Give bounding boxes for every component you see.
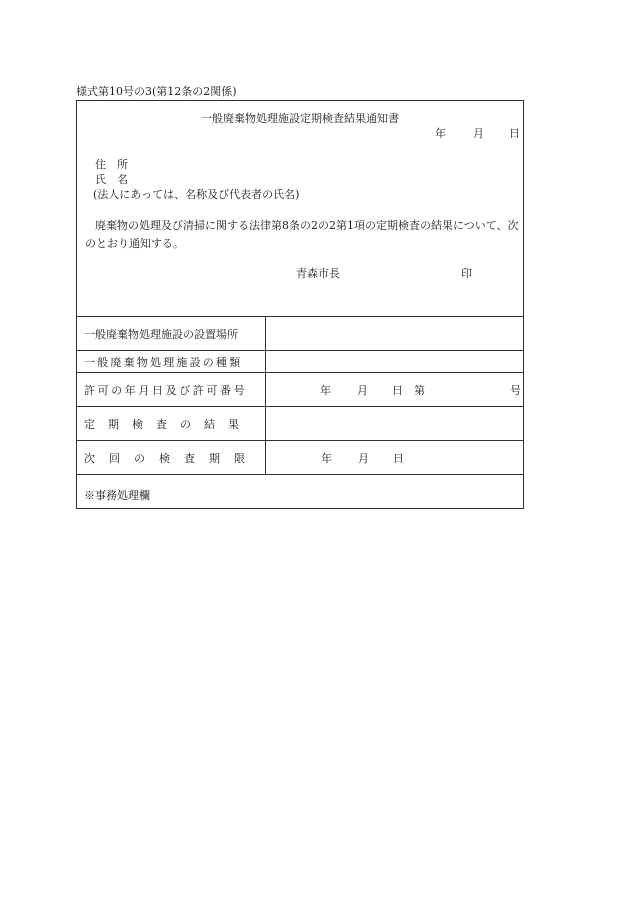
corporation-note: (法人にあっては、名称及び代表者の氏名) [93, 188, 300, 201]
facility-type-label: 一般廃棄物処理施設の種類 [84, 355, 243, 369]
deadline-year-label: 年 [321, 451, 332, 465]
permit-date-number-value[interactable] [266, 373, 523, 406]
row-next-deadline [77, 440, 523, 474]
seal-mark: 印 [461, 267, 472, 280]
deadline-day-label: 日 [393, 451, 404, 465]
row-office-use [77, 474, 523, 509]
inspection-result-value[interactable] [266, 407, 523, 440]
notice-form [76, 100, 524, 509]
row-facility-type [77, 350, 523, 372]
permit-month-label: 月 [357, 383, 368, 397]
address-char-2: 所 [117, 158, 128, 171]
permit-day-label: 日 [392, 383, 403, 397]
row-permit-date-number [77, 372, 523, 406]
name-label [95, 171, 128, 187]
facility-location-label: 一般廃棄物処理施設の設置場所 [84, 327, 238, 341]
date-year-label: 年 [435, 127, 446, 140]
row-facility-location [77, 316, 523, 350]
date-day-label: 日 [509, 127, 520, 140]
facility-location-value[interactable] [266, 317, 523, 350]
facility-type-value[interactable] [266, 351, 523, 372]
permit-number-suffix: 号 [510, 383, 521, 397]
permit-date-number-label: 許可の年月日及び許可番号 [84, 383, 248, 397]
form-number: 様式第10号の3(第12条の2関係) [76, 85, 237, 98]
deadline-month-label: 月 [358, 451, 369, 465]
address-char-1: 住 [95, 158, 106, 171]
name-char-2: 名 [117, 173, 128, 186]
document-title: 一般廃棄物処理施設定期検査結果通知書 [201, 112, 399, 125]
signer-title: 青森市長 [296, 267, 340, 280]
inspection-result-label: 定期検査の結果 [84, 417, 252, 431]
next-deadline-value[interactable] [266, 441, 523, 474]
address-label [95, 156, 128, 172]
permit-year-label: 年 [320, 383, 331, 397]
row-inspection-result [77, 406, 523, 440]
notice-body: 廃棄物の処理及び清掃に関する法律第8条の2の2第1項の定期検査の結果について、次のとおり通知する。 [85, 219, 519, 250]
date-month-label: 月 [473, 127, 484, 140]
permit-number-prefix: 第 [414, 383, 425, 397]
next-deadline-label: 次回の検査期限 [84, 451, 259, 465]
name-char-1: 氏 [95, 173, 106, 186]
office-use-label: ※事務処理欄 [84, 489, 150, 502]
